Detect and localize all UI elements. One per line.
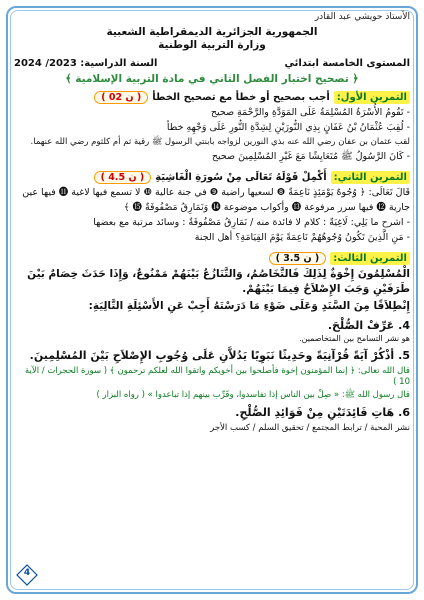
answer-5-hadith: قال رسول الله ﷺ: « صِلْ بين الناس إذا تفاسدوا، وقَرِّب بينهم إذا تباعدوا » ( رواه البزار ) — [96, 390, 410, 400]
page-number: 4 — [23, 568, 31, 578]
question-number: 5. — [398, 349, 410, 362]
exercise3-lead: إِنْطِلاَقًا مِنَ السَّنَدِ وَعَلَى ضَوْءِ مَا دَرَسْتَهُ أَجِبْ عَنِ الأَسْئِلَةِ التَّالِيَةِ: — [88, 300, 410, 312]
question-4 — [14, 318, 410, 334]
exercise1-header — [14, 91, 410, 104]
republic-title: الجمهورية الجزائرية الديمقراطية الشعبية — [106, 26, 318, 38]
exercise3-header — [14, 252, 410, 265]
answer-6: نشر المحبة / ترابط المجتمع / تحقيق السلم / كسب الأجر — [210, 423, 410, 433]
page-content — [14, 12, 410, 586]
exercise1-item: - كَانَ الرَّسُولُ ﷺ مُتَعَايِشًا مَعَ غَيْرِ المُسْلِمِينَ صحيح — [211, 151, 410, 162]
exercise1-item: - تَقُومُ الأُسْرَةُ المُسْلِمَةُ عَلَى المَوَدَّةِ والرَّحْمَةِ صحيح — [210, 107, 410, 118]
question-number: 4. — [398, 319, 410, 332]
explain-words: - اشرح ما يَلِي: لَاغِيَةٌ : كلام لا فائدة منه / نَمَارِقُ مَصْفُوفَةٌ : وسائد مرتبة مع بعضها — [93, 217, 410, 228]
author-name: الأستاذ حويشي عبد القادر — [314, 12, 410, 22]
question-text: عَرِّفْ الصُّلْحَ. — [327, 319, 395, 332]
exercise3-points: ( 3.5 ن ) — [269, 252, 327, 265]
question-number: 6. — [398, 406, 410, 419]
level-label: المستوى الخامسة ابتدائي — [284, 58, 410, 69]
question-text: أذْكُرْ آيَةً قُرْآنِيَةً وحَدِيثًا نَبَوِيًا يَدُلاَّنِ عَلَى وُجُوبِ الإِصْلاَحِ بَيْنَ المُسْلِمِينَ. — [29, 349, 395, 362]
answer-4: هو نشر التسامح بين المتخاصمين. — [299, 334, 410, 343]
question-text: هَاتِ فَائِدَتَيْنِ مِنْ فَوَائِدِ الصُّلْحِ. — [235, 406, 395, 419]
exercise1-points: ( 02 ن ) — [94, 91, 148, 104]
ministry-title: وزارة التربية الوطنية — [158, 39, 266, 51]
answer-5-verse: قال الله تعالى: ﴿ إنما المؤمنون إخوة فأصلحوا بين أخويكم واتقوا الله لعلكم ترحمون ﴾ ( سورة الحجرات / الآية 10 ) — [24, 366, 410, 387]
exercise2-tag: التمرين الثاني: — [331, 171, 410, 184]
exam-title: ﴿ تصحيح اختبار الفصل الثاني في مادة التربية الإسلامية ﴾ — [65, 73, 359, 85]
surah-verse-line: قَالَ تَعَالَى: ﴿ وُجُوهٌ يَوْمَئِذٍ نَاعِمَةٌ ❽ لسعيها راضية ❾ في جنة عالية ❿ لا تسمع فيها لاغية ⓫ فيها عين — [22, 187, 410, 198]
page-number-badge — [16, 564, 38, 586]
exercise2-instruction: أَكْمِلْ قَوْلَهُ تَعَالَى مِنْ سُورَةِ الْغَاشِيَةِ — [155, 172, 327, 183]
exercise1-correction: لقب عثمان بن عفان رضي الله عنه بذي النورين لزواجه بابنتي الرسول ﷺ رقية ثم أم كلثوم رضي الله عنهما. — [30, 137, 410, 147]
year-label: السنة الدراسية: 2023/ 2024 — [14, 58, 158, 69]
exercise2-header — [14, 171, 410, 184]
exercise3-tag: التمرين الثالث: — [330, 252, 410, 265]
question-6 — [14, 405, 410, 421]
exercise3-passage: الْمُسْلِمُونَ إِخْوَةٌ لِذَلِكَ فَالتَّخَاصُمُ، وَالتَّنَازُعُ بَيْنَهُمْ مَمْنُوعٌ، وَإِذَا حَدَثَ خِصَامٌ بَيْنَ طَرَفَيْنِ وَجَبَ الإِصْلاَحُ فِيمَا بَيْنَهُمْ. — [27, 268, 410, 295]
exercise1-item: - لُقِبَ عُثْمَانُ بْنُ عَفَانٍ بِذِي النُّورَيْنِ لِشِدَّةِ النُّورِ عَلَى وَجْهِهِ خطأ — [166, 122, 410, 133]
level-year-row — [14, 58, 410, 69]
exercise1-instruction: أجب بصحيح أو خطأ مع تصحيح الخطأ — [152, 92, 330, 103]
question-5 — [14, 348, 410, 364]
surah-verse-line: جارية ⓬ فيها سرر مرفوعة ⓭ وأكواب موضوعة ⓮ وَنَمَارِقُ مَصْفُوفَةٌ ⓯ ﴾ — [123, 202, 410, 213]
exercise1-tag: التمرين الأول: — [334, 91, 410, 104]
exercise2-points: ( 4.5 ن ) — [94, 171, 152, 184]
exercise2-question: - مَنِ الَّذِينَ تَكُونُ وُجُوهُهُمْ نَاعِمَةً يَوْمَ القِيَامَةِ؟ أهل الجنة — [194, 232, 410, 243]
